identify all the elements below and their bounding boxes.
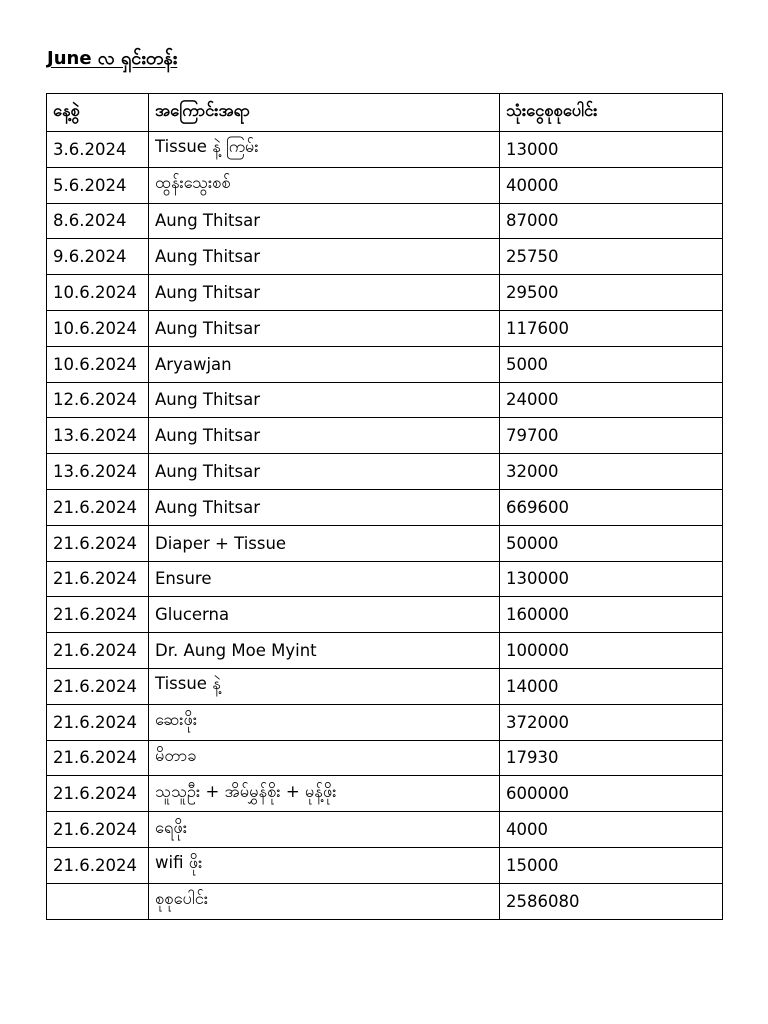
row-amount: 5000 bbox=[500, 346, 723, 382]
table-row bbox=[47, 418, 723, 454]
table-row bbox=[47, 704, 723, 740]
row-description: Glucerna bbox=[149, 597, 500, 633]
row-date: 13.6.2024 bbox=[47, 454, 149, 490]
row-description: Diaper + Tissue bbox=[149, 525, 500, 561]
table-row bbox=[47, 203, 723, 239]
row-date: 9.6.2024 bbox=[47, 239, 149, 275]
row-description: Aung Thitsar bbox=[149, 203, 500, 239]
total-label: စုစုပေါင်း bbox=[149, 883, 500, 919]
row-date: 21.6.2024 bbox=[47, 740, 149, 776]
row-description: ဆေးဖိုး bbox=[149, 704, 500, 740]
table-row bbox=[47, 239, 723, 275]
row-date: 21.6.2024 bbox=[47, 633, 149, 669]
row-date: 21.6.2024 bbox=[47, 525, 149, 561]
row-date: 8.6.2024 bbox=[47, 203, 149, 239]
row-description: Tissue နဲ့ ကြမ်း bbox=[149, 132, 500, 168]
page-title: June လ ရှင်းတန်း bbox=[47, 48, 178, 69]
row-amount: 14000 bbox=[500, 668, 723, 704]
row-description: Aung Thitsar bbox=[149, 239, 500, 275]
row-amount: 13000 bbox=[500, 132, 723, 168]
table-row bbox=[47, 489, 723, 525]
row-description: Aung Thitsar bbox=[149, 418, 500, 454]
row-amount: 4000 bbox=[500, 812, 723, 848]
column-header-amount: သုံးငွေစုစုပေါင်း bbox=[500, 94, 723, 132]
row-description: wifi ဖိုး bbox=[149, 847, 500, 883]
row-amount: 669600 bbox=[500, 489, 723, 525]
row-amount: 117600 bbox=[500, 310, 723, 346]
table-row bbox=[47, 633, 723, 669]
row-date: 21.6.2024 bbox=[47, 668, 149, 704]
row-date: 10.6.2024 bbox=[47, 346, 149, 382]
row-amount: 15000 bbox=[500, 847, 723, 883]
table-row bbox=[47, 561, 723, 597]
table-row bbox=[47, 275, 723, 311]
row-date: 21.6.2024 bbox=[47, 489, 149, 525]
row-description: Ensure bbox=[149, 561, 500, 597]
row-description: Aung Thitsar bbox=[149, 310, 500, 346]
row-description: ထွန်းသွေးစစ် bbox=[149, 167, 500, 203]
row-amount: 87000 bbox=[500, 203, 723, 239]
table-row bbox=[47, 776, 723, 812]
row-amount: 17930 bbox=[500, 740, 723, 776]
row-amount: 79700 bbox=[500, 418, 723, 454]
table-row bbox=[47, 668, 723, 704]
row-amount: 40000 bbox=[500, 167, 723, 203]
table-row bbox=[47, 132, 723, 168]
row-description: Dr. Aung Moe Myint bbox=[149, 633, 500, 669]
table-row bbox=[47, 812, 723, 848]
row-date: 21.6.2024 bbox=[47, 847, 149, 883]
row-date: 21.6.2024 bbox=[47, 812, 149, 848]
row-amount: 29500 bbox=[500, 275, 723, 311]
table-row bbox=[47, 167, 723, 203]
table-row bbox=[47, 310, 723, 346]
table-row bbox=[47, 525, 723, 561]
row-amount: 600000 bbox=[500, 776, 723, 812]
total-date-cell bbox=[47, 883, 149, 919]
column-header-date: နေ့စွဲ bbox=[47, 94, 149, 132]
row-description: မိတာခ bbox=[149, 740, 500, 776]
row-description: သူသူဦး + အိမ်မွှန်စိုး + မုန့်ဖိုး bbox=[149, 776, 500, 812]
row-description: Aung Thitsar bbox=[149, 454, 500, 490]
table-row bbox=[47, 382, 723, 418]
row-date: 10.6.2024 bbox=[47, 310, 149, 346]
expense-table bbox=[46, 93, 723, 920]
row-date: 21.6.2024 bbox=[47, 561, 149, 597]
row-date: 21.6.2024 bbox=[47, 776, 149, 812]
row-amount: 32000 bbox=[500, 454, 723, 490]
row-description: ရေဖိုး bbox=[149, 812, 500, 848]
row-date: 10.6.2024 bbox=[47, 275, 149, 311]
row-description: Aung Thitsar bbox=[149, 489, 500, 525]
row-description: Aung Thitsar bbox=[149, 382, 500, 418]
table-row bbox=[47, 740, 723, 776]
row-amount: 372000 bbox=[500, 704, 723, 740]
table-header-row bbox=[47, 94, 723, 132]
row-date: 12.6.2024 bbox=[47, 382, 149, 418]
row-amount: 130000 bbox=[500, 561, 723, 597]
row-date: 3.6.2024 bbox=[47, 132, 149, 168]
row-date: 5.6.2024 bbox=[47, 167, 149, 203]
row-date: 13.6.2024 bbox=[47, 418, 149, 454]
row-description: Aung Thitsar bbox=[149, 275, 500, 311]
table-row bbox=[47, 346, 723, 382]
row-amount: 24000 bbox=[500, 382, 723, 418]
row-date: 21.6.2024 bbox=[47, 597, 149, 633]
total-amount: 2586080 bbox=[500, 883, 723, 919]
column-header-description: အကြောင်းအရာ bbox=[149, 94, 500, 132]
row-description: Tissue နဲ့ bbox=[149, 668, 500, 704]
row-amount: 160000 bbox=[500, 597, 723, 633]
table-row bbox=[47, 454, 723, 490]
row-amount: 50000 bbox=[500, 525, 723, 561]
row-amount: 25750 bbox=[500, 239, 723, 275]
total-row bbox=[47, 883, 723, 919]
row-description: Aryawjan bbox=[149, 346, 500, 382]
table-row bbox=[47, 847, 723, 883]
row-date: 21.6.2024 bbox=[47, 704, 149, 740]
row-amount: 100000 bbox=[500, 633, 723, 669]
table-row bbox=[47, 597, 723, 633]
